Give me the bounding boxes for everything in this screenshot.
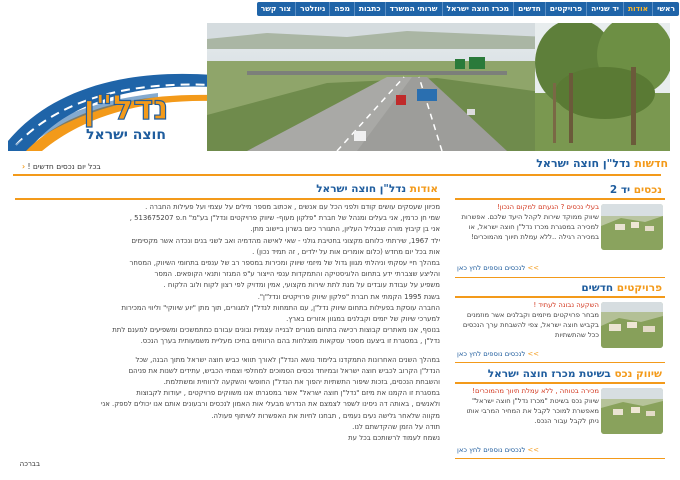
top-navigation <box>0 0 680 17</box>
main-menu <box>257 2 679 16</box>
sidebar-more-label: לנכסים נוספים לחץ כאן <box>457 264 526 272</box>
double-chevron-left-icon: >> <box>527 264 539 272</box>
about-paragraph-line: מכיוון שעסקים עושים קודם ולפני הכל עם אנשים , אכתוב מספר מילים על עצמי ועל פעילות החברה . <box>145 203 440 211</box>
sidebar-more-label: לנכסים נוספים לחץ כאן <box>457 446 526 454</box>
sidebar-block-divider <box>455 382 665 384</box>
about-paragraph-line: הנדל"ן הקרוב לכביש חוצה ישראל ובמיוחד נכסים הסמוכים למחלפי וצמתי הכביש, עתידים לשנות את פניהם <box>128 366 440 375</box>
double-chevron-left-icon: >> <box>527 350 539 358</box>
about-paragraph-line: והליצע שצברתי ידע בתחום הלוגיסטיקה והתמקדות ענפי הייצור ע"פ המגזר ותנאי הקופאים. המסר <box>154 270 440 279</box>
about-paragraph-line: תודה על הזמן שהקדשתם לנו. <box>352 422 440 431</box>
about-paragraph-line: במהלך השנים האחרונות התמקדנו בלימוד נושא הנדל"ן לאורך תוואי כביש חוצה ישראל מתוך הבנה, שכל <box>135 355 440 364</box>
logo-tagline: חוצה ישראל <box>86 127 166 143</box>
sidebar-body-text: שיווק ממוקד שירות לקהל היעד שלכם. אפשרות למכירה במסגרת מכרז נדל"ן חוצה ישראל, או במכירה רגילה ..ללא עמלת תיווך מהמוכרים! <box>461 213 599 241</box>
sidebar-title-highlight: שיווק נכס <box>614 368 662 380</box>
sidebar-block-divider <box>455 296 665 298</box>
nav-item-6[interactable]: שרותי המשרד <box>385 2 442 16</box>
sidebar-separator <box>455 458 665 459</box>
tender-thumbnail[interactable] <box>601 388 663 434</box>
sidebar-block-description <box>457 300 599 340</box>
sidebar-body-text: מבחר פרויקטים מיזמים וקבלנים אשר מוזמנים בקביש חוצה ישראל, צפי להשבחת ערך הנכסים ככל שהתשתיות <box>462 311 599 339</box>
about-title <box>316 183 438 195</box>
sidebar-separator <box>455 362 665 363</box>
about-title-main: נדל"ן חוצה ישראל <box>316 183 407 195</box>
about-paragraph-line: במסגרת זו הקמנו את מיזם "נדל"ן חוצה ישראל" אשר במסגרתו אנו משווקים פרויקטים , יעודות לקבוצות <box>136 389 440 398</box>
sidebar-lead-text: מכירה בטוחה , ללא עמלת תיווך מהמוכרים! <box>472 387 599 395</box>
sidebar-separator <box>455 277 665 278</box>
sidebar-title-main: חדשים <box>581 282 614 294</box>
news-title-main: נדל"ן חוצה ישראל <box>536 157 631 170</box>
property-thumbnail[interactable] <box>601 204 663 250</box>
nav-item-8[interactable]: מפה <box>329 2 354 16</box>
sidebar-block-description <box>457 386 599 426</box>
about-paragraph-line: החברה עוסקת בפעילות בתחום שיווק נדל"ן, עם התמחות לנדל"ן למגורים, תוך מתן "יוע שיווקי" וליווי המכירות <box>121 303 440 312</box>
sidebar-lead-text: בעלי נכסים ? הגעתם למקום הנכון! <box>496 203 599 211</box>
highway-image <box>207 23 549 151</box>
sidebar-body-text: שיווק נכס בשיטת "מכרז נדל"ן חוצה ישראל" מאפשרת למוכר לקבל את המחיר המרבי אותו ניתן לקבל עבור הנכס. <box>466 397 599 425</box>
double-chevron-left-icon: >> <box>527 446 539 454</box>
about-paragraph-line: אני בן קיבוץ מורה שבגליל העליון, התגורר כיום בשרון ביישוב מתן. <box>250 225 440 234</box>
about-paragraph-line: בשנת 1995 הקמתי את חברת "פלקון שיווק פרויקטים ונדל"ן". <box>257 292 440 301</box>
about-paragraph-line: ילד 1967, שירתתי כלוחם מקצוני בחטיבת גולני - שאי לאישה מהדמיה ואב לשני בנים ונכדה אשר מקסימים <box>131 236 440 245</box>
nav-item-9[interactable]: ניוזלטר <box>295 2 329 16</box>
project-image <box>601 302 663 348</box>
about-paragraph-line: והשבחת הנכסים, בזכות שיפור התשתיות יהפוך את הנדל"ן החופשי והשקעה לרווחית ומשתלמת. <box>163 378 440 387</box>
news-divider <box>13 174 661 176</box>
property-image <box>601 204 663 250</box>
about-divider <box>15 198 440 200</box>
sidebar-block-divider <box>455 198 665 200</box>
about-paragraph-line: למערכי שיווק של יזמים וקבלנים במגוון אזורים בארץ. <box>286 315 440 324</box>
about-signoff: בברכה <box>19 460 40 468</box>
news-header <box>0 152 680 174</box>
about-paragraph-line: במהלך חיי עסקתי וניהלתי מגוון גדול של מיזמי שיווק ומכירות במספר רב של ענפים בתחומי השיווק, המסחר <box>129 259 440 268</box>
chevron-left-icon: ‹ <box>22 162 26 171</box>
sidebar-title-main: בשיטת מכרז חוצה ישראל <box>487 368 611 380</box>
paragraph-gap <box>15 348 440 355</box>
sidebar-block-description <box>457 202 599 242</box>
nav-item-7[interactable]: כתבות <box>354 2 385 16</box>
sidebar-more-label: לנכסים נוספים לחץ כאן <box>457 350 526 358</box>
about-paragraph-line: בנוסף, אנו מאתרים קבוצות רכישה בתחום מגורים לבנייה עצמית ובונים עבורם כמתמשכים ומשפיעים למענם לתת <box>112 326 440 335</box>
tender-image <box>601 388 663 434</box>
about-paragraph-line: משפיע על עבודת עובדים על מנת לתת שירות מקצועי, אמין ומדויק לפי רצון לקוח ולוב הלקוח . <box>163 281 440 290</box>
sidebar-title-highlight: נכסים <box>633 184 662 196</box>
nav-item-4[interactable]: חדשים <box>513 2 545 16</box>
news-ticker-text: בכל יום נכסים חדשים ! <box>27 162 101 171</box>
about-title-highlight: אודות <box>409 183 438 195</box>
news-ticker[interactable] <box>18 162 101 171</box>
about-body <box>15 202 440 444</box>
sidebar-more-link[interactable] <box>457 350 539 358</box>
trees-image <box>535 23 670 151</box>
about-paragraph-line: נשמח לעמוד לרשותכם בכל עת <box>348 434 440 443</box>
about-paragraph-line: מקווה שלאחר גלישה נעים נעמים , תבחנו לחיות את האפשרות לשיתוף פעולה. <box>211 411 440 420</box>
sidebar-block-title <box>610 184 662 196</box>
nav-item-2[interactable]: יד שנייה <box>586 2 623 16</box>
header-banner <box>0 23 680 151</box>
site-logo[interactable] <box>8 23 213 151</box>
sidebar-block-title <box>581 282 662 294</box>
nav-item-0[interactable]: ראשי <box>652 2 679 16</box>
highway-photo <box>207 23 549 151</box>
nav-item-3[interactable]: פרויקטים <box>545 2 586 16</box>
about-paragraph-line: ולאנשים , באותה דה ניסינו לשפר לצמצם את הנדרש מבעלי אות האמון לנכסים ורבעונים אותם אנו יכולים לספק. אני <box>100 400 440 409</box>
about-paragraph-line: נדל"ן , במסגרת זו ביצענו מספר עסקאות מוצלחות בהם הרווחים בחיכו מעליית משמעותית בערך הנכס. <box>140 337 440 346</box>
about-paragraph-line: אות בכל יום מחדש (כלום אומרים אות על ילדים , זה תמיד נכון) . <box>252 247 440 256</box>
logo-brand-text: נדל"ן <box>83 88 169 128</box>
about-paragraph-line: שמי חן כרמין, אני בעלים ומנהל של חברת "פלקון מעוף- שיווק פרויקטים ונדל"ן בע"מ" ח.פ 513675207 , <box>129 214 440 223</box>
sidebar-title-main: יד 2 <box>609 184 631 196</box>
sidebar-more-link[interactable] <box>457 446 539 454</box>
nav-item-5[interactable]: מכרז חוצה ישראל <box>442 2 514 16</box>
nav-item-1[interactable]: אודות <box>623 2 652 16</box>
project-thumbnail[interactable] <box>601 302 663 348</box>
sidebar-lead-text: השקעה נבונה לעתיד ! <box>533 301 599 309</box>
sidebar-block-title <box>488 368 662 380</box>
logo-graphic <box>8 23 213 151</box>
nav-item-10[interactable]: צור קשר <box>260 4 292 13</box>
news-title <box>536 157 668 170</box>
sidebar-title-highlight: פרויקטים <box>616 282 662 294</box>
trees-photo <box>535 23 670 151</box>
news-title-highlight: חדשות <box>634 157 668 170</box>
sidebar-more-link[interactable] <box>457 264 539 272</box>
